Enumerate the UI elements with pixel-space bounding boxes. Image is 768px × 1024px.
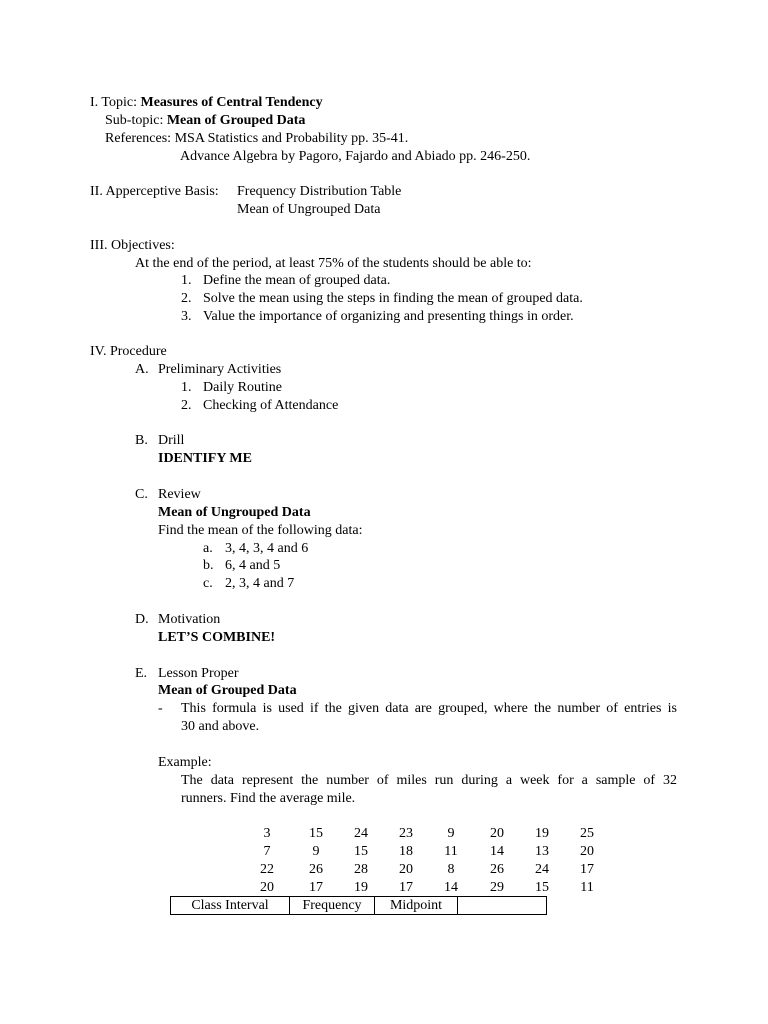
section-e-note-1: This formula is used if the given data are grouped, where the number of entries is bbox=[181, 701, 677, 716]
data-cell: 18 bbox=[399, 844, 413, 859]
data-cell: 13 bbox=[535, 844, 549, 859]
section-c-bold: Mean of Ungrouped Data bbox=[158, 505, 311, 520]
data-cell: 20 bbox=[580, 844, 594, 859]
example-text-2: runners. Find the average mile. bbox=[181, 791, 356, 806]
data-cell: 14 bbox=[444, 880, 458, 895]
review-letter-c: c. bbox=[203, 576, 213, 591]
section-b-letter: B. bbox=[135, 433, 148, 448]
objective-text-3: Value the importance of organizing and presenting things in order. bbox=[203, 309, 574, 324]
section-a-title: Preliminary Activities bbox=[158, 362, 282, 377]
review-item-c: 2, 3, 4 and 7 bbox=[225, 576, 295, 591]
reference-1: MSA Statistics and Probability pp. 35-41. bbox=[174, 131, 409, 146]
example-label: Example: bbox=[158, 755, 212, 770]
data-cell: 19 bbox=[535, 826, 549, 841]
data-cell: 15 bbox=[309, 826, 323, 841]
data-cell: 7 bbox=[263, 844, 271, 859]
data-cell: 17 bbox=[309, 880, 323, 895]
objective-text-2: Solve the mean using the steps in finding the mean of grouped data. bbox=[203, 291, 583, 306]
section-d-title: Motivation bbox=[158, 612, 221, 627]
section-d-bold: LET’S COMBINE! bbox=[158, 630, 276, 645]
section-e-title: Lesson Proper bbox=[158, 666, 239, 681]
data-cell: 28 bbox=[354, 862, 368, 877]
data-cell: 20 bbox=[260, 880, 274, 895]
data-cell: 11 bbox=[444, 844, 458, 859]
frequency-table bbox=[170, 896, 547, 915]
section-e-note-2: 30 and above. bbox=[181, 719, 260, 734]
section-a-num-2: 2. bbox=[181, 398, 192, 413]
references-line bbox=[105, 130, 408, 148]
data-cell: 29 bbox=[490, 880, 504, 895]
objective-num-1: 1. bbox=[181, 273, 192, 288]
data-cell: 17 bbox=[580, 862, 594, 877]
objectives-heading: III. Objectives: bbox=[90, 238, 175, 253]
section-e-letter: E. bbox=[135, 666, 148, 681]
review-item-a: 3, 4, 3, 4 and 6 bbox=[225, 541, 309, 556]
section-b-bold: IDENTIFY ME bbox=[158, 451, 252, 466]
section-a-item-2: Checking of Attendance bbox=[203, 398, 339, 413]
section-e-bullet: - bbox=[158, 701, 163, 716]
data-cell: 26 bbox=[309, 862, 323, 877]
data-cell: 3 bbox=[263, 826, 271, 841]
procedure-heading: IV. Procedure bbox=[90, 344, 167, 359]
table-header-row bbox=[171, 897, 547, 915]
data-cell: 20 bbox=[490, 826, 504, 841]
topic-label: I. Topic: bbox=[90, 95, 141, 110]
reference-2: Advance Algebra by Pagoro, Fajardo and Abiado pp. 246-250. bbox=[180, 149, 531, 164]
data-cell: 25 bbox=[580, 826, 594, 841]
header-midpoint: Midpoint bbox=[375, 897, 458, 915]
data-cell: 15 bbox=[535, 880, 549, 895]
objectives-intro: At the end of the period, at least 75% of the students should be able to: bbox=[135, 256, 532, 271]
section-c-letter: C. bbox=[135, 487, 148, 502]
review-letter-a: a. bbox=[203, 541, 213, 556]
data-cell: 8 bbox=[447, 862, 455, 877]
data-cell: 23 bbox=[399, 826, 413, 841]
data-cell: 9 bbox=[312, 844, 320, 859]
review-item-b: 6, 4 and 5 bbox=[225, 558, 281, 573]
data-cell: 9 bbox=[447, 826, 455, 841]
section-a-item-1: Daily Routine bbox=[203, 380, 282, 395]
review-letter-b: b. bbox=[203, 558, 214, 573]
apperceptive-item-1: Frequency Distribution Table bbox=[237, 184, 402, 199]
example-text-1: The data represent the number of miles run during a week for a sample of 32 bbox=[181, 773, 677, 788]
topic-line bbox=[90, 94, 323, 112]
header-class-interval: Class Interval bbox=[171, 897, 290, 915]
references-label: References: bbox=[105, 131, 175, 146]
data-cell: 15 bbox=[354, 844, 368, 859]
subtopic-title: Mean of Grouped Data bbox=[166, 113, 306, 128]
section-b-title: Drill bbox=[158, 433, 185, 448]
section-a-letter: A. bbox=[135, 362, 149, 377]
objective-num-2: 2. bbox=[181, 291, 192, 306]
objective-text-1: Define the mean of grouped data. bbox=[203, 273, 391, 288]
header-frequency: Frequency bbox=[290, 897, 375, 915]
apperceptive-label: II. Apperceptive Basis: bbox=[90, 184, 219, 199]
data-cell: 24 bbox=[354, 826, 368, 841]
subtopic-label: Sub-topic: bbox=[105, 113, 167, 128]
data-cell: 26 bbox=[490, 862, 504, 877]
section-c-title: Review bbox=[158, 487, 201, 502]
apperceptive-item-2: Mean of Ungrouped Data bbox=[237, 202, 381, 217]
data-cell: 17 bbox=[399, 880, 413, 895]
data-cell: 22 bbox=[260, 862, 274, 877]
section-e-bold: Mean of Grouped Data bbox=[158, 683, 297, 698]
header-blank bbox=[458, 897, 547, 915]
section-c-instruction: Find the mean of the following data: bbox=[158, 523, 363, 538]
subtopic-line bbox=[105, 112, 305, 130]
topic-title: Measures of Central Tendency bbox=[140, 95, 323, 110]
data-cell: 20 bbox=[399, 862, 413, 877]
data-cell: 11 bbox=[580, 880, 594, 895]
data-cell: 14 bbox=[490, 844, 504, 859]
section-a-num-1: 1. bbox=[181, 380, 192, 395]
section-d-letter: D. bbox=[135, 612, 149, 627]
data-cell: 19 bbox=[354, 880, 368, 895]
objective-num-3: 3. bbox=[181, 309, 192, 324]
data-cell: 24 bbox=[535, 862, 549, 877]
